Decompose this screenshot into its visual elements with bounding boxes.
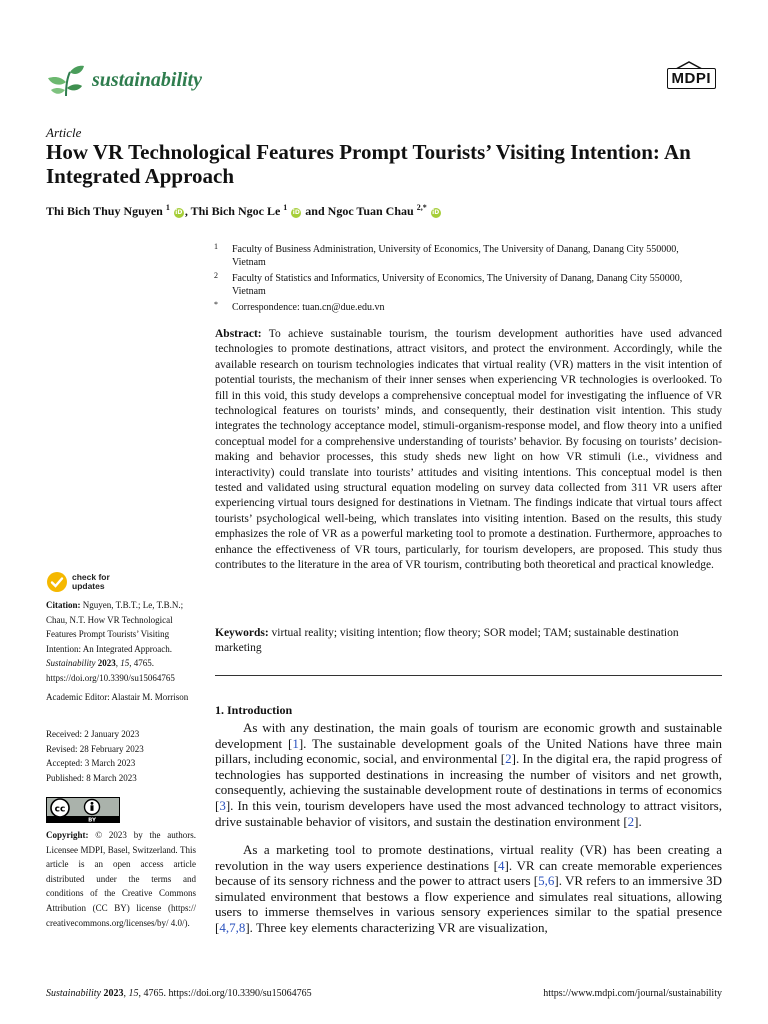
citation-link[interactable]: 1 (292, 735, 299, 751)
citation-link[interactable]: 2 (627, 813, 635, 829)
keywords-text: virtual reality; visiting intention; flow theory; SOR model; TAM; sustainable destination marketing (215, 627, 679, 655)
section-divider (215, 675, 722, 676)
author-name[interactable]: Thi Bich Ngoc Le (190, 204, 281, 218)
journal-logo[interactable] (46, 62, 202, 98)
abstract (215, 327, 722, 574)
citation-link[interactable]: 4 (498, 857, 505, 873)
keywords-label: Keywords: (215, 627, 269, 639)
citation-link[interactable]: 2 (505, 751, 512, 767)
svg-text:cc: cc (54, 804, 66, 815)
copyright-notice: Copyright: © 2023 by the authors. Licensee MDPI, Basel, Switzerland. This article is an open access article distributed under the terms and conditions of the Creative Commons Attribution (CC BY) license (https:// creativecommons.org/licenses/by/ 4.0/). (46, 830, 197, 928)
svg-text:BY: BY (88, 817, 96, 823)
author-name[interactable]: Ngoc Tuan Chau (327, 204, 414, 218)
intro-paragraph-2: As a marketing tool to promote destinations, virtual reality (VR) has been creating a revolution in the way users experience destinations [4]. VR can create memorable experiences because of its sensory richness and the power to attract users [5,6]. VR refers to an immersive 3D simulated environment that bestows a flow experience and simulates real situations, allowing users to immerse themselves in various sensory experiences similar to the spatial presence [4,7,8]. Three key elements characterizing VR are visualization, (215, 842, 723, 935)
date-revised: Revised: 28 February 2023 (46, 743, 144, 754)
citation-block: Citation: Nguyen, T.B.T.; Le, T.B.N.; Chau, N.T. How VR Technological Features Prompt Tourists’ Visiting Intention: An Integrated Approach. Sustainability 2023, 15, 4765. https://doi.org/10.3390/su15064765 (46, 600, 184, 683)
date-published: Published: 8 March 2023 (46, 772, 137, 783)
citation-link[interactable]: 3 (219, 797, 226, 813)
affiliation-item: 1 Faculty of Business Administration, University of Economics, The University of Danang, Danang City 550000, Vietnam (214, 242, 679, 268)
footer-journal-url[interactable]: https://www.mdpi.com/journal/sustainability (543, 988, 722, 999)
affiliation-item: 2 Faculty of Statistics and Informatics, University of Economics, The University of Danang, Danang City 550000, Vietnam (214, 271, 683, 297)
check-for-updates-icon (46, 571, 68, 593)
orcid-icon[interactable]: iD (175, 209, 183, 216)
citation-link[interactable]: 5,6 (538, 873, 555, 889)
author-affil-mark: 1 (165, 203, 170, 212)
author-list: Thi Bich Thuy Nguyen $^1$ iD , Thi Bich Ngoc Le $^1$ iD and Ngoc Tuan Chau $^{2,*}$ iD (46, 203, 440, 218)
paper-title: How VR Technological Features Prompt Tourists’ Visiting Intention: An Integrated Approach (46, 140, 691, 188)
keywords (215, 626, 722, 657)
section-heading-introduction: 1. Introduction (215, 703, 293, 717)
abstract-text: To achieve sustainable tourism, the tourism development authorities have used advanced technologies to promote destinations, attract visitors, and protect the environment. Accordingly, while the available research on tourism technologies indicates that virtual reality (VR) matters in the visit intention of potential tourists, the mechanism of their inner senses when experiencing VR technologies is overlooked. To fill in this void, this study develops a comprehensive conceptual model for investigating the influence of VR technological features on tourists’ minds, and consequently, their destination visit intention. This study integrates the technology acceptance model, stimuli-organism-response model, and flow theory into a unified conceptual model for a comprehensive understanding of tourists’ behavior. By focusing on tourists’ decision-making and behavior processes, this study sheds new light on how VR stimuli (i.e., vividness and interactivity) could translate into tourists’ attitudes and visiting intentions. This conceptual model is then tested and validated using structural equation modeling on survey data collected from 311 VR users after experiencing virtual tours designed for destinations in Vietnam. The findings indicate that virtual tours affect tourists’ psychological well-being, which translates into visiting intention. Based on the results, this study emphasizes the role of VR as a powerful marketing tool to promote a destination. Furthermore, approaches to enhance the effectiveness of VR tours, particularly, for tourism developers, are proposed. This study thus contributes to the literature in the area of VR tourism, contributing both theoretical and practical knowledge. (215, 328, 722, 572)
intro-paragraph-1: As with any destination, the main goals of tourism are economic growth and sustainable development [1]. The sustainable development goals of the United Nations have three main pillars, including economic, social, and environmental [2]. In the digital era, the rapid progress of technologies has supported destinations in increasing the number of visitors and net growth, consequently, achieving the sustainable development route of destinations in terms of economics [3]. In this vein, tourism developers have used the most advanced technology to attract visitors, drive sustainable behavior of visitors, and sustain the destination environment [2]. (215, 720, 722, 829)
orcid-icon[interactable]: iD (432, 209, 440, 216)
journal-name: sustainability (92, 68, 203, 91)
academic-editor: Academic Editor: Alastair M. Morrison (46, 692, 189, 702)
leaf-logo-icon (46, 62, 86, 98)
mdpi-cap-icon (674, 61, 704, 69)
footer-citation: Sustainability 2023, 15, 4765. https://doi.org/10.3390/su15064765 (46, 988, 312, 999)
publisher-logo[interactable] (667, 68, 717, 89)
cc-by-license-icon[interactable] (46, 797, 120, 823)
date-accepted: Accepted: 3 March 2023 (46, 758, 136, 769)
affiliations (214, 243, 684, 317)
article-type: Article (46, 125, 82, 140)
date-received: Received: 2 January 2023 (46, 729, 140, 739)
author-affil-mark: 2,* (416, 203, 427, 212)
mdpi-logo-text: MDPI (667, 68, 717, 89)
check-for-updates-button[interactable]: check for updates (46, 571, 110, 593)
orcid-icon[interactable]: iD (292, 209, 300, 216)
citation-link[interactable]: 4,7,8 (219, 919, 246, 935)
author-name[interactable]: Thi Bich Thuy Nguyen (46, 204, 163, 218)
abstract-label: Abstract: (215, 328, 262, 340)
publication-dates (46, 727, 196, 785)
correspondence: * Correspondence: tuan.cn@due.edu.vn (214, 300, 385, 313)
author-affil-mark: 1 (283, 203, 288, 212)
